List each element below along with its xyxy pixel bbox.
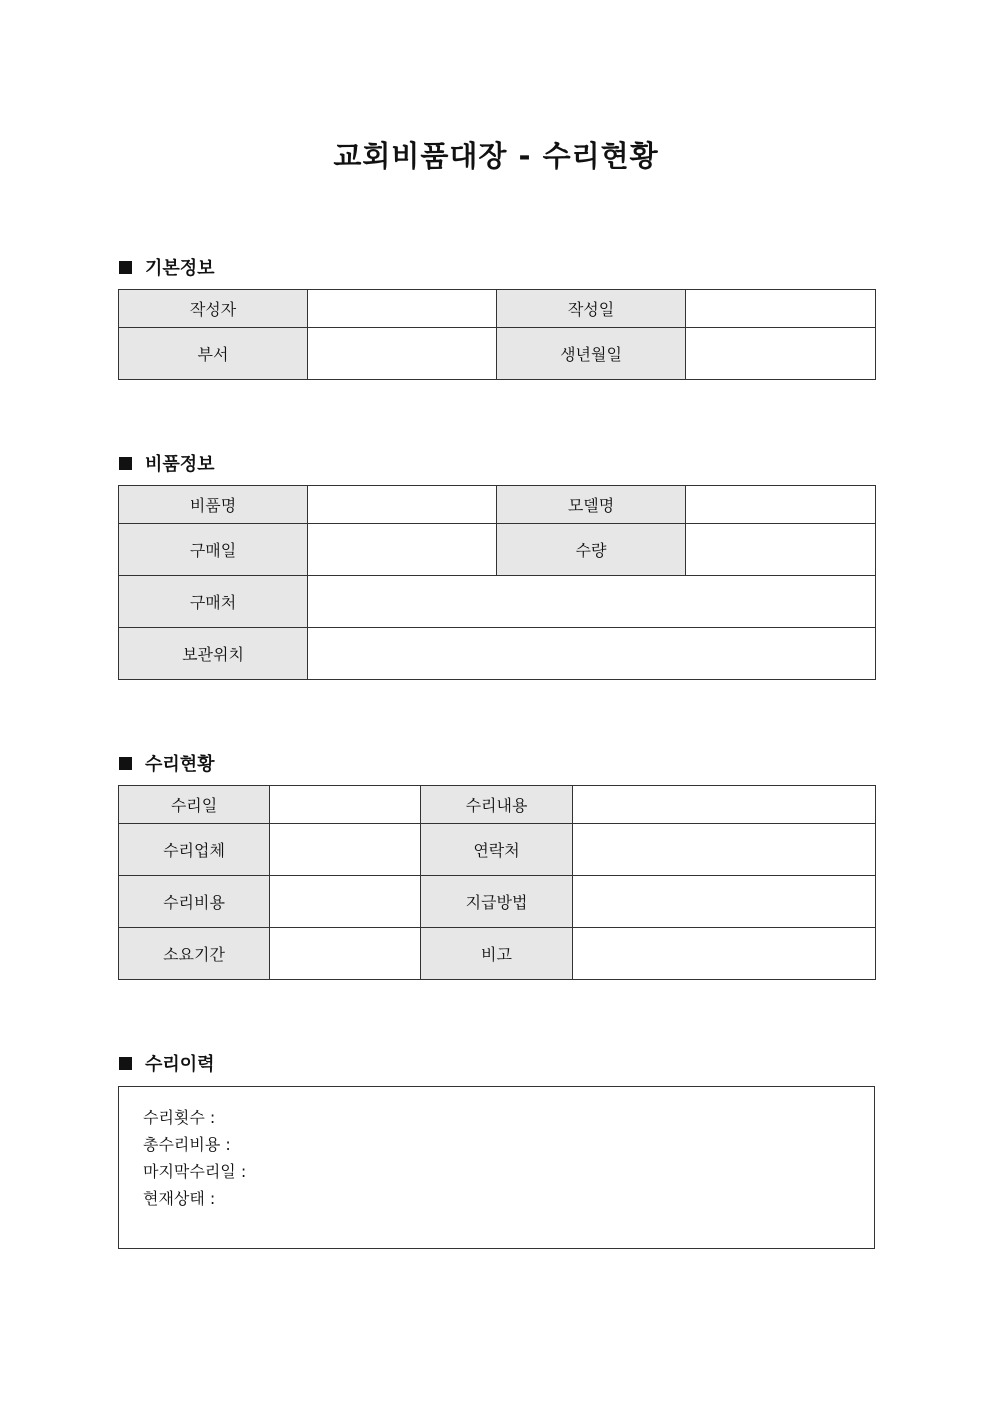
section-heading-repair-status (119, 750, 215, 776)
section-heading-repair-history (119, 1050, 215, 1076)
repair-cost-field[interactable] (270, 876, 421, 928)
birthdate-label: 생년월일 (497, 328, 686, 380)
payment-method-label: 지급방법 (421, 876, 573, 928)
date-written-field[interactable] (686, 290, 876, 328)
repair-history-box[interactable] (118, 1086, 875, 1249)
square-bullet-icon (119, 1057, 132, 1070)
section-heading-basic-info (119, 254, 215, 280)
section-heading-label: 수리현황 (145, 754, 215, 775)
remarks-label: 비고 (421, 928, 573, 980)
section-heading-label: 비품정보 (145, 454, 215, 475)
current-status-line: 현재상태 : (143, 1189, 216, 1208)
model-name-field[interactable] (686, 486, 876, 524)
table-row (119, 786, 876, 824)
repair-cost-label: 수리비용 (119, 876, 270, 928)
square-bullet-icon (119, 757, 132, 770)
contact-field[interactable] (573, 824, 876, 876)
duration-field[interactable] (270, 928, 421, 980)
remarks-field[interactable] (573, 928, 876, 980)
quantity-label: 수량 (497, 524, 686, 576)
model-name-label: 모델명 (497, 486, 686, 524)
storage-location-field[interactable] (308, 628, 876, 680)
repair-company-label: 수리업체 (119, 824, 270, 876)
table-row (119, 328, 876, 380)
section-heading-label: 수리이력 (145, 1054, 215, 1075)
storage-location-label: 보관위치 (119, 628, 308, 680)
repair-details-field[interactable] (573, 786, 876, 824)
section-heading-item-info (119, 450, 215, 476)
table-row (119, 576, 876, 628)
duration-label: 소요기간 (119, 928, 270, 980)
table-row (119, 524, 876, 576)
birthdate-field[interactable] (686, 328, 876, 380)
square-bullet-icon (119, 261, 132, 274)
table-row (119, 928, 876, 980)
purchase-date-label: 구매일 (119, 524, 308, 576)
table-row (119, 486, 876, 524)
repair-count-line: 수리횟수 : (143, 1108, 216, 1127)
total-repair-cost-line: 총수리비용 : (143, 1135, 231, 1154)
vendor-label: 구매처 (119, 576, 308, 628)
table-row (119, 290, 876, 328)
item-name-label: 비품명 (119, 486, 308, 524)
quantity-field[interactable] (686, 524, 876, 576)
author-label: 작성자 (119, 290, 308, 328)
table-row (119, 628, 876, 680)
document-title: 교회비품대장 - 수리현황 (333, 139, 659, 173)
basic-info-table (118, 289, 876, 380)
last-repair-date-line: 마지막수리일 : (143, 1162, 247, 1181)
repair-status-table (118, 785, 876, 980)
vendor-field[interactable] (308, 576, 876, 628)
repair-company-field[interactable] (270, 824, 421, 876)
department-label: 부서 (119, 328, 308, 380)
payment-method-field[interactable] (573, 876, 876, 928)
section-heading-label: 기본정보 (145, 258, 215, 279)
table-row (119, 876, 876, 928)
item-info-table (118, 485, 876, 680)
repair-date-field[interactable] (270, 786, 421, 824)
repair-date-label: 수리일 (119, 786, 270, 824)
repair-details-label: 수리내용 (421, 786, 573, 824)
department-field[interactable] (308, 328, 497, 380)
date-written-label: 작성일 (497, 290, 686, 328)
author-field[interactable] (308, 290, 497, 328)
purchase-date-field[interactable] (308, 524, 497, 576)
item-name-field[interactable] (308, 486, 497, 524)
square-bullet-icon (119, 457, 132, 470)
contact-label: 연락처 (421, 824, 573, 876)
table-row (119, 824, 876, 876)
